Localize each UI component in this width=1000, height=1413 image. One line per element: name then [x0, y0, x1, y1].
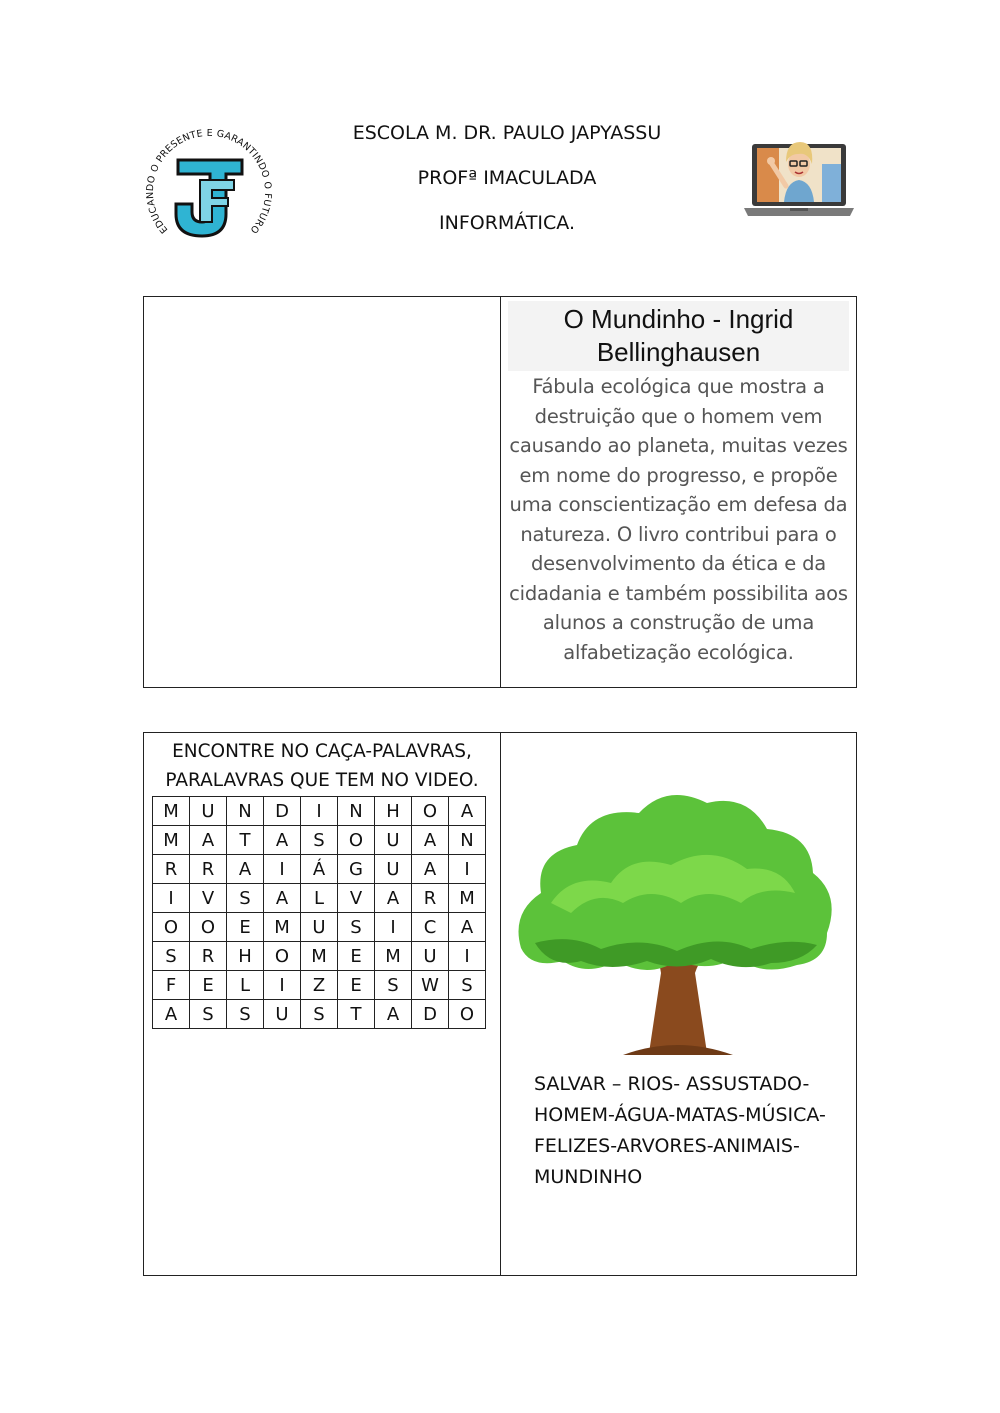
grid-cell[interactable]: H — [227, 942, 264, 971]
grid-cell[interactable]: R — [153, 855, 190, 884]
word-search-grid — [152, 796, 486, 1029]
grid-cell[interactable]: A — [264, 826, 301, 855]
grid-cell[interactable]: A — [264, 884, 301, 913]
grid-cell[interactable]: S — [375, 971, 412, 1000]
grid-cell[interactable]: E — [338, 942, 375, 971]
grid-cell[interactable]: A — [449, 913, 486, 942]
grid-cell[interactable]: C — [412, 913, 449, 942]
school-logo — [138, 118, 278, 246]
word-list: SALVAR – RIOS- ASSUSTADO-HOMEM-ÁGUA-MATAS-MÚSICA-FELIZES-ARVORES-ANIMAIS-MUNDINHO — [534, 1073, 826, 1188]
grid-cell[interactable]: U — [264, 1000, 301, 1029]
grid-cell[interactable]: U — [375, 855, 412, 884]
grid-cell[interactable]: O — [153, 913, 190, 942]
grid-cell[interactable]: R — [412, 884, 449, 913]
grid-cell[interactable]: D — [264, 797, 301, 826]
grid-cell[interactable]: T — [338, 1000, 375, 1029]
grid-cell[interactable]: M — [153, 797, 190, 826]
grid-cell[interactable]: R — [190, 855, 227, 884]
grid-cell[interactable]: A — [190, 826, 227, 855]
grid-cell[interactable]: I — [264, 971, 301, 1000]
grid-row — [153, 884, 486, 913]
grid-cell[interactable]: S — [338, 913, 375, 942]
grid-cell[interactable]: A — [375, 884, 412, 913]
grid-cell[interactable]: M — [449, 884, 486, 913]
logo-letters: JF — [207, 148, 209, 149]
grid-cell[interactable]: U — [190, 797, 227, 826]
grid-cell[interactable]: A — [412, 855, 449, 884]
grid-row — [153, 971, 486, 1000]
grid-cell[interactable]: H — [375, 797, 412, 826]
grid-cell[interactable]: M — [375, 942, 412, 971]
grid-cell[interactable]: N — [227, 797, 264, 826]
book-description: Fábula ecológica que mostra a destruição que o homem vem causando ao planeta, muitas vezes em nome do progresso, e propõe uma conscientização em defesa da natureza. O livro contribui para o desenvolvimento da ética e da cidadania e também possibilita aos alunos a construção de uma alfabetização ecológica. — [509, 375, 848, 664]
grid-cell[interactable]: A — [449, 797, 486, 826]
grid-cell[interactable]: L — [227, 971, 264, 1000]
grid-cell[interactable]: S — [301, 1000, 338, 1029]
grid-cell[interactable]: S — [301, 826, 338, 855]
grid-row — [153, 942, 486, 971]
grid-cell[interactable]: U — [301, 913, 338, 942]
grid-cell[interactable]: I — [264, 855, 301, 884]
grid-cell[interactable]: M — [301, 942, 338, 971]
grid-row — [153, 913, 486, 942]
grid-cell[interactable]: U — [375, 826, 412, 855]
grid-cell[interactable]: A — [375, 1000, 412, 1029]
grid-cell[interactable]: O — [264, 942, 301, 971]
grid-cell[interactable]: O — [412, 797, 449, 826]
grid-row — [153, 797, 486, 826]
grid-cell[interactable]: I — [301, 797, 338, 826]
grid-cell[interactable]: T — [227, 826, 264, 855]
grid-cell[interactable]: O — [338, 826, 375, 855]
grid-cell[interactable]: I — [375, 913, 412, 942]
grid-cell[interactable]: S — [449, 971, 486, 1000]
book-title: O Mundinho - Ingrid Bellinghausen — [508, 301, 849, 371]
grid-cell[interactable]: E — [338, 971, 375, 1000]
grid-cell[interactable]: A — [227, 855, 264, 884]
grid-cell[interactable]: W — [412, 971, 449, 1000]
grid-cell[interactable]: U — [412, 942, 449, 971]
grid-cell[interactable]: O — [190, 913, 227, 942]
school-header — [300, 118, 714, 253]
grid-cell[interactable]: S — [190, 1000, 227, 1029]
grid-cell[interactable]: A — [412, 826, 449, 855]
grid-cell[interactable]: M — [153, 826, 190, 855]
teacher-name: PROFª IMACULADA — [417, 167, 597, 189]
grid-cell[interactable]: O — [449, 1000, 486, 1029]
grid-cell[interactable]: S — [153, 942, 190, 971]
tree-image — [511, 773, 841, 1063]
grid-cell[interactable]: E — [227, 913, 264, 942]
grid-cell[interactable]: M — [264, 913, 301, 942]
grid-row — [153, 1000, 486, 1029]
grid-cell[interactable]: E — [190, 971, 227, 1000]
grid-cell[interactable]: I — [449, 855, 486, 884]
tree-words-cell — [501, 733, 856, 1275]
subject-name: INFORMÁTICA. — [439, 212, 575, 234]
grid-cell[interactable]: G — [338, 855, 375, 884]
grid-cell[interactable]: I — [449, 942, 486, 971]
grid-cell[interactable]: R — [190, 942, 227, 971]
grid-cell[interactable]: N — [449, 826, 486, 855]
word-search-cell — [144, 733, 501, 1275]
grid-row — [153, 855, 486, 884]
word-search-table — [143, 732, 857, 1276]
logo-ring-text: EDUCANDO O PRESENTE E GARANTINDO O FUTURO — [144, 127, 274, 236]
grid-row — [153, 826, 486, 855]
book-info-table — [143, 296, 857, 688]
grid-cell[interactable]: L — [301, 884, 338, 913]
activity-instruction: ENCONTRE NO CAÇA-PALAVRAS, PARALAVRAS QUE TEM NO VIDEO. — [165, 741, 479, 791]
book-image-cell-empty — [144, 297, 501, 687]
teacher-avatar-laptop-image — [742, 124, 858, 230]
grid-cell[interactable]: Á — [301, 855, 338, 884]
book-info-cell — [501, 297, 856, 687]
grid-cell[interactable]: S — [227, 1000, 264, 1029]
school-name: ESCOLA M. DR. PAULO JAPYASSU — [352, 122, 662, 144]
grid-cell[interactable]: D — [412, 1000, 449, 1029]
grid-cell[interactable]: V — [338, 884, 375, 913]
grid-cell[interactable]: I — [153, 884, 190, 913]
grid-cell[interactable]: Z — [301, 971, 338, 1000]
grid-cell[interactable]: V — [190, 884, 227, 913]
grid-cell[interactable]: S — [227, 884, 264, 913]
grid-cell[interactable]: F — [153, 971, 190, 1000]
grid-cell[interactable]: A — [153, 1000, 190, 1029]
grid-cell[interactable]: N — [338, 797, 375, 826]
